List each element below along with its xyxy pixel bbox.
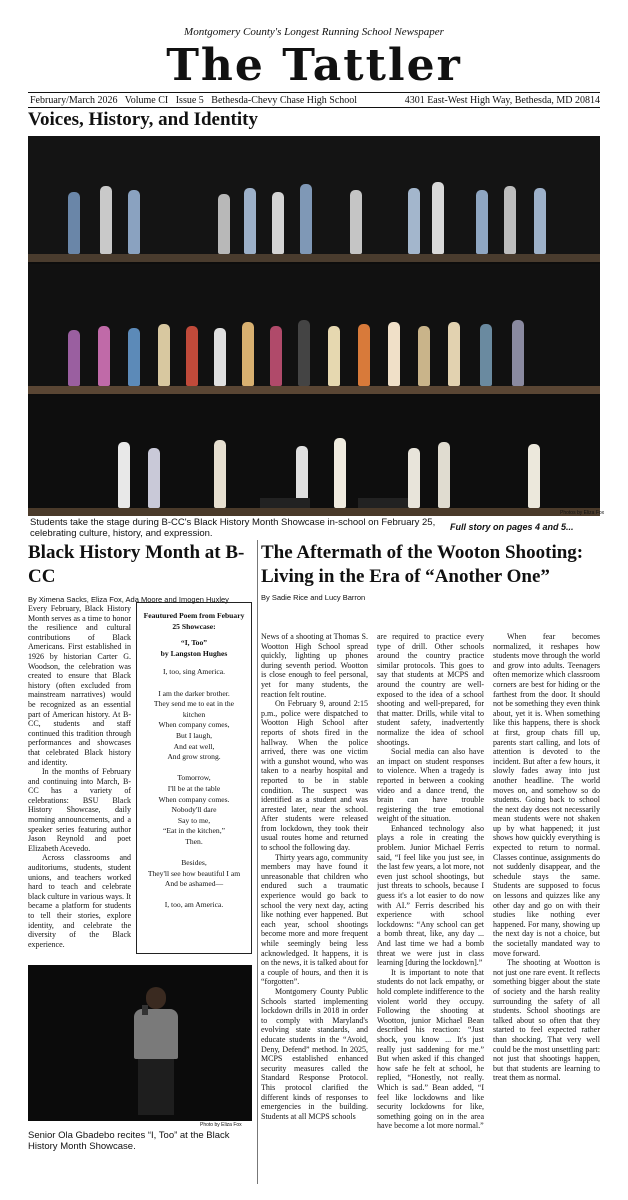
poem-title: “I, Too” [180,638,208,648]
left-article-byline: By Ximena Sacks, Eliza Fox, Ada Moore and Imogen Huxley [28,595,229,604]
right-article-paragraph: It is important to note that students do not lack empathy, or hold complete indifference to the violent world they occupy. Following the shooting at Wootton, junior Michael Bean described his reaction: “Just shock, you know ... It's just really just saddening for me.” But when asked if this changed how safe he felt at school, he replied, “Honestly, not really. Which is sad.” Bean added, “I feel like lockdowns and like security lockdowns for like, something going on in the area have become a lot more normal.” [377,967,484,1131]
right-article-paragraph: The shooting at Wootton is not just one rare event. It reflects something bigger about the state of society and the harsh reality surrounding the safety of all students. School shootings are talked about so often that they started to feel expected rather than shocking. That very well could be the most unsettling part: not just that shootings happen, but that students are learning to treat them as normal. [493,958,600,1083]
right-article-col-1 [261,632,368,1182]
issue-info-bar [30,95,600,106]
poem-line: I'll be at the table [167,783,221,793]
right-article-header [261,541,597,602]
photo-dancers [28,136,600,262]
poem-line: They'll see how beautiful I am [147,868,241,878]
left-article-paragraph: In the months of February and continuing into March, B-CC has a variety of celebrations: BSU Black History Showcase, daily morning announcements, and a speaker series featuring author Jason Reynold and poet Elizabeth Acevedo. [28,767,131,853]
poem-line: kitchen [182,709,206,719]
poem-line [141,890,247,901]
poem-line: I, too, sing America. [162,667,225,677]
poem-author: by Langston Hughes [160,648,228,658]
right-article-paragraph: are required to practice every type of drill. Other schools around the country practice similar protocols. This goes to say that students at MCPS and around the country are well-exposed to the idea of a school shooting and well-prepared, for that matter. Drills, while vital to student safety, inadvertently normalize the idea of school shootings. [377,632,484,747]
right-article-paragraph: Montgomery County Public Schools started implementing lockdown drills in 2018 in order to comply with Maryland's evolving state standards, and educate students in the “Avoid, Deny, Defend” method. In 2025, MCPS established enhanced security measures called the Standard Response Protocol. This protocol clarified the different kinds of responses to emergencies in the building. Students at all MCPS schools [261,986,368,1121]
masthead-rule-top [28,92,600,93]
poem-line: “Eat in the kitchen,” [163,826,225,836]
poem-line: Then. [185,836,203,846]
right-article-col-2 [377,632,484,1182]
poem-line: And eat well, [173,741,215,751]
left-article-paragraph: Across classrooms and auditoriums, students, student unions, and teachers worked hard to teach and celebrate black culture in various ways. It became a platform for students to tell their stories, explore identity, and celebrate the diversity of the Black experience. [28,853,131,949]
newspaper-tagline: Montgomery County's Longest Running School Newspaper [184,26,444,38]
poem-lines [141,667,247,911]
right-article-paragraph: When fear becomes normalized, it reshapes how students move through the world and grow into adults. Teenagers often memorize which classroom corners are best for hiding or the farthest from the door. It should not be something they even think about, yet it is. When something like this happens, there is shock at first, group chats fill up, parents start calling, and lots of attention is devoted to the incident. But after a few hours, it slowly fades away into just another headline. The world moves on, and somehow so do students. Going back to school the next day does not necessarily mean students were not shaken up by what happened; it just shows how quickly everything is expected to return to normal. Classes continue, assignments do not suddenly disappear, and the schedule stays the same. Students are supposed to focus on lessons and quizzes like any other day and go on with their studies like nothing ever happened. For many, showing up the next day is not a choice, but the societally mandated way to move forward. [493,632,600,958]
masthead-rule-bottom [28,107,600,108]
left-article-header [28,541,254,604]
school-address: 4301 East-West High Way, Bethesda, MD 20814 [404,95,600,106]
poem-line: I, too, am America. [164,900,224,910]
left-article-headline: Black History Month at B-CC [28,542,245,587]
photo-ensemble [28,264,600,394]
right-article-paragraph: Social media can also have an impact on student responses to violence. When a tragedy is reported in between a cooking video and a dance trend, the brain can have trouble registering the true emotional weight of the situation. [377,747,484,824]
poem-line: Besides, [181,858,207,868]
poem-line [141,678,247,689]
poem-line [141,847,247,858]
featured-poem-box [136,602,252,954]
newspaper-masthead: The Tattler [166,40,462,91]
right-article-col-3 [493,632,600,1182]
poem-line [141,763,247,774]
top-story-headline: Voices, History, and Identity [28,109,258,130]
poem-line: And grow strong. [167,752,221,762]
poem-line: They send me to eat in the [153,699,235,709]
poem-line: And be ashamed— [164,879,224,889]
showcase-photo-collage [28,136,600,516]
right-article-byline: By Sadie Rice and Lucy Barron [261,593,366,602]
right-article-paragraph: News of a shooting at Thomas S. Wootton High School spread quickly, lighting up phones during seventh period. Wootton is close enough to feel personal, yet for many students, the reaction felt routine. [261,632,368,699]
right-article-paragraph: Thirty years ago, community members may have found it unreasonable that children who endured such a traumatic experience would go back to school the very next day, acting like nothing ever happened. But each year, school shootings become more and more frequent while seemingly being less acknowledged. It happens, it is on the news, it is talked about for a couple of hours, and then it is “forgotten”. [261,852,368,987]
poem-line: Say to me, [177,815,211,825]
poem-line: I am the darker brother. [158,688,230,698]
top-photo-credit: Photos by Eliza Fox [560,510,605,516]
right-article-headline: The Aftermath of the Wooton Shooting: Living in the Era of “Another One” [261,542,584,587]
top-photo-caption: Students take the stage during B-CC's Black History Month Showcase in-school on February 25, celebrating culture, history, and expression. [30,517,436,539]
poem-line: When company comes. [158,794,230,804]
left-article-body [28,604,131,959]
poem-box-heading: Feautured Poem from Febuary 25 Showcase: [143,611,245,631]
left-article-paragraph: Every February, Black History Month serves as a time to honor the resilience and cultural contributions of Black Americans. First established in 1926 by historian Carter G. Woodson, the celebration was created to ensure that Black history (often excluded from mainstream narratives) would be recognized as an essential part of American history. At B-CC, students and staff continued this tradition through performances and showcases that celebrated Black history and identity. [28,604,131,767]
issue-info: February/March 2026 Volume CI Issue 5 Bethesda-Chevy Chase High School [30,95,358,106]
poem-line: Nobody'll dare [171,805,217,815]
poem-line: But I laugh, [175,730,213,740]
poem-line: Tomorrow, [177,773,211,783]
poem-line: When company comes, [158,720,230,730]
column-divider [257,540,258,1184]
right-article-paragraph: On February 9, around 2:15 p.m., police were dispatched to Wootton High School after reports of shots fired in the hallway. When the police arrived, there was one victim with a gunshot wound, who was taken to a nearby hospital and reported to be in stable condition. The suspect was identified as a student and was arrested later, near the school. After students were released from lockdown, they took their usual routes home and returned to school the following day. [261,699,368,853]
ola-gbadebo-photo [28,965,252,1121]
photo-dancers-white [28,396,600,516]
left-photo-caption: Senior Ola Gbadebo recites “I, Too” at the Black History Month Showcase. [28,1130,230,1152]
left-photo-credit: Photo by Eliza Fox [200,1122,242,1128]
right-article-paragraph: Enhanced technology also plays a role in creating the problem. Junior Michael Ferris said, “I feel like you just see, in the last few years, a lot more, not even just school shootings, but just threats to schools, because I guess it's a lot easier to do now with AI.” Ferris described his experience with school lockdowns: “Any school can get a bomb threat, like, any day ... And last time we had a bomb threat we were just in class learning [during the lockdown].” [377,823,484,968]
full-story-link[interactable]: Full story on pages 4 and 5... [450,522,574,532]
